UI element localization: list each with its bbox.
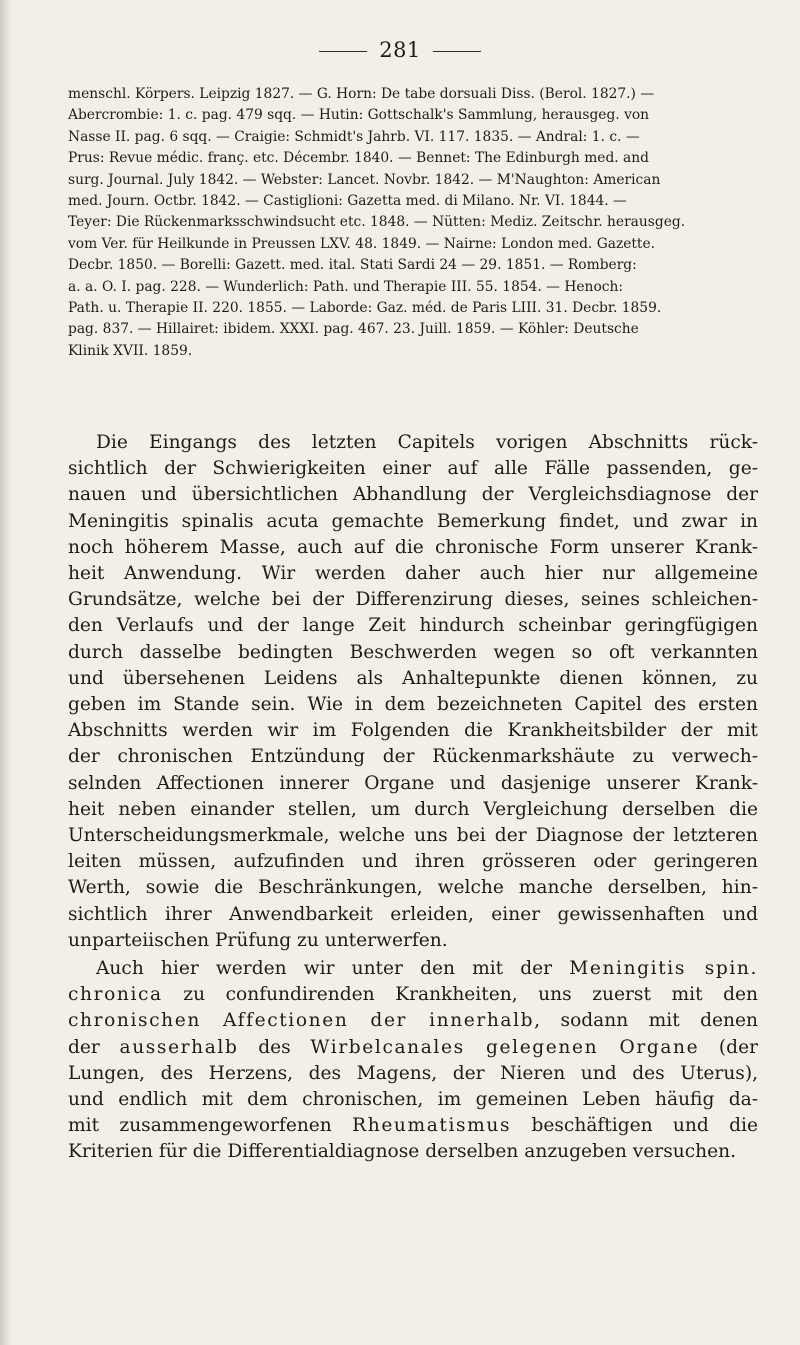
text-line: und endlich mit dem chronischen, im gemeinen Leben häufig da- bbox=[68, 1089, 758, 1111]
text-line: Meningitis spinalis acuta gemachte Bemerkung findet, und zwar in bbox=[68, 510, 758, 532]
header-rule-left bbox=[319, 51, 367, 52]
text-line bbox=[68, 1008, 758, 1034]
text-line: leiten müssen, aufzufinden und ihren grösseren oder geringeren bbox=[68, 851, 758, 873]
text-run: der bbox=[68, 1036, 120, 1058]
emphasized-term: chronischen Affectionen der innerhalb bbox=[68, 1010, 535, 1032]
bibliography-references bbox=[68, 84, 758, 362]
header-rule-right bbox=[433, 51, 481, 52]
text-run: beschäftigen und die bbox=[511, 1115, 758, 1137]
text-run: Auch hier werden wir unter den mit der bbox=[96, 958, 570, 980]
text-line: sichtlich ihrer Anwendbarkeit erleiden, einer gewissenhaften und bbox=[68, 903, 758, 925]
reference-line: pag. 837. — Hillairet: ibidem. XXXI. pag. 467. 23. Juill. 1859. — Köhler: Deutsche bbox=[68, 321, 639, 338]
text-line: heit Anwendung. Wir werden daher auch hier nur allgemeine bbox=[68, 563, 758, 585]
reference-line: a. a. O. I. pag. 228. — Wunderlich: Path. und Therapie III. 55. 1854. — Henoch: bbox=[68, 278, 624, 295]
page-number: 281 bbox=[379, 38, 421, 62]
text-line bbox=[68, 982, 758, 1008]
reference-line: menschl. Körpers. Leipzig 1827. — G. Horn: De tabe dorsuali Diss. (Berol. 1827.) — bbox=[68, 86, 655, 102]
text-line: selnden Affectionen innerer Organe und dasjenige unserer Krank- bbox=[68, 772, 758, 794]
reference-line: Prus: Revue médic. franç. etc. Décembr. 1840. — Bennet: The Edinburgh med. and bbox=[68, 150, 649, 167]
text-line: noch höherem Masse, auch auf die chronische Form unserer Krank- bbox=[68, 536, 758, 558]
paragraph-2 bbox=[68, 956, 758, 1166]
reference-line: Decbr. 1850. — Borelli: Gazett. med. ital. Stati Sardi 24 — 29. 1851. — Romberg: bbox=[68, 257, 637, 274]
text-run: des bbox=[238, 1036, 311, 1058]
text-line: Die Eingangs des letzten Capitels vorigen Abschnitts rück- bbox=[96, 432, 758, 453]
reference-line: Klinik XVII. 1859. bbox=[68, 342, 193, 359]
text-line bbox=[68, 1035, 758, 1061]
reference-line: Abercrombie: 1. c. pag. 479 sqq. — Hutin: Gottschalk's Sammlung, herausgeg. von bbox=[68, 107, 650, 124]
text-line: den Verlaufs und der lange Zeit hindurch scheinbar geringfügigen bbox=[68, 615, 758, 637]
text-run: mit zusammengeworfenen bbox=[68, 1115, 353, 1137]
text-line: Unterscheidungsmerkmale, welche uns bei der Diagnose der letzteren bbox=[68, 825, 758, 847]
main-text bbox=[68, 430, 758, 1166]
text-line bbox=[68, 1113, 758, 1139]
text-line: sichtlich der Schwierigkeiten einer auf alle Fälle passenden, ge- bbox=[68, 458, 758, 480]
text-line: durch dasselbe bedingten Beschwerden wegen so oft verkannten bbox=[68, 641, 758, 663]
text-line: Grundsätze, welche bei der Differenzirung dieses, seines schleichen- bbox=[68, 589, 758, 611]
text-line: nauen und übersichtlichen Abhandlung der Vergleichsdiagnose der bbox=[68, 484, 758, 506]
text-line: der chronischen Entzündung der Rückenmarkshäute zu verwech- bbox=[68, 746, 758, 768]
text-run: , sodann mit denen bbox=[534, 1010, 758, 1032]
emphasized-term: Wirbelcanales gelegenen Organe bbox=[310, 1036, 700, 1058]
reference-line: Teyer: Die Rückenmarksschwindsucht etc. 1848. — Nütten: Mediz. Zeitschr. herausgeg. bbox=[68, 214, 686, 231]
emphasized-term: chronica bbox=[68, 984, 163, 1006]
text-run: zu confundirenden Krankheiten, uns zuerst mit den bbox=[162, 984, 758, 1006]
paragraph-1 bbox=[68, 430, 758, 954]
text-line: unparteiischen Prüfung zu unterwerfen. bbox=[68, 929, 448, 951]
text-line: Kriterien für die Differentialdiagnose derselben anzugeben versuchen. bbox=[68, 1141, 736, 1163]
reference-line: Nasse II. pag. 6 sqq. — Craigie: Schmidt's Jahrb. VI. 117. 1835. — Andral: 1. c. — bbox=[68, 128, 640, 145]
text-line: heit neben einander stellen, um durch Vergleichung derselben die bbox=[68, 798, 758, 820]
text-line: geben im Stande sein. Wie in dem bezeichneten Capitel des ersten bbox=[68, 694, 758, 716]
page-header bbox=[0, 38, 800, 62]
reference-line: Path. u. Therapie II. 220. 1855. — Laborde: Gaz. méd. de Paris LIII. 31. Decbr. 1859. bbox=[68, 300, 662, 317]
emphasized-term: ausserhalb bbox=[119, 1036, 239, 1058]
reference-line: vom Ver. für Heilkunde in Preussen LXV. 48. 1849. — Nairne: London med. Gazette. bbox=[68, 235, 656, 252]
reference-line: surg. Journal. July 1842. — Webster: Lancet. Novbr. 1842. — M'Naughton: American bbox=[68, 171, 661, 188]
reference-line: med. Journ. Octbr. 1842. — Castiglioni: Gazetta med. di Milano. Nr. VI. 1844. — bbox=[68, 193, 627, 210]
text-line: Werth, sowie die Beschränkungen, welche manche derselben, hin- bbox=[68, 877, 758, 899]
text-line bbox=[68, 956, 758, 982]
text-line: Abschnitts werden wir im Folgenden die Krankheitsbilder der mit bbox=[68, 720, 758, 742]
text-line: Lungen, des Herzens, des Magens, der Nieren und des Uterus), bbox=[68, 1062, 758, 1084]
emphasized-term: Rheumatismus bbox=[352, 1115, 512, 1137]
text-line: und übersehenen Leidens als Anhaltepunkte dienen können, zu bbox=[68, 667, 758, 689]
page-edge-shadow bbox=[0, 0, 12, 1345]
text-run: (der bbox=[699, 1036, 758, 1058]
emphasized-term: Meningitis spin. bbox=[569, 958, 758, 980]
